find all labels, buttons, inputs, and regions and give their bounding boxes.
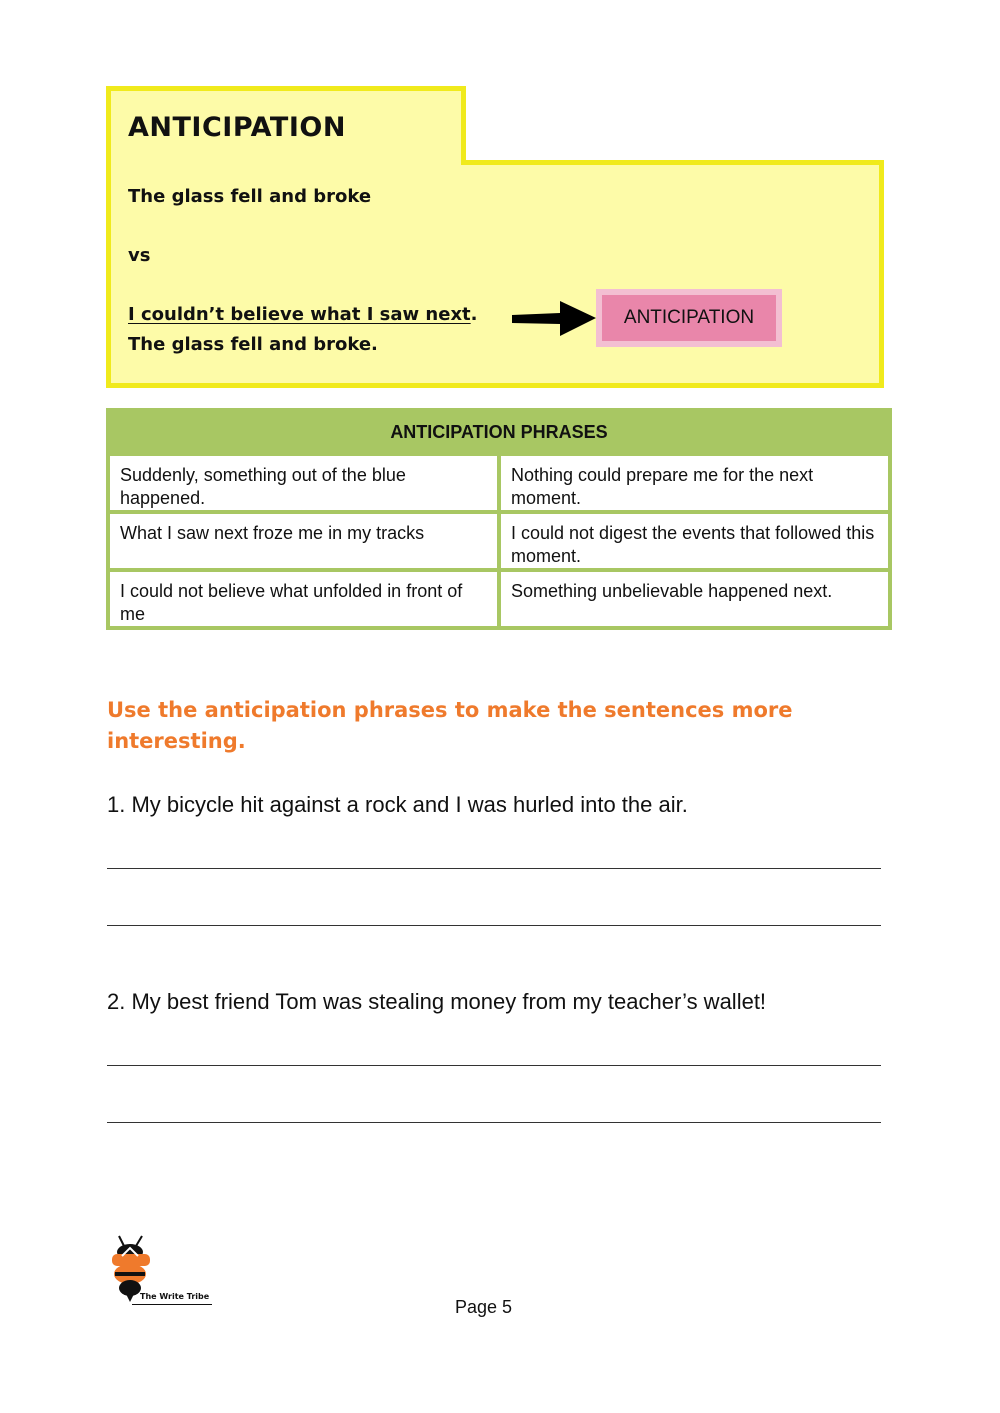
answer-line[interactable] [107, 1122, 881, 1123]
question-1: 1. My bicycle hit against a rock and I was hurled into the air. [107, 792, 688, 817]
table-row [108, 454, 890, 512]
versus-label: vs [128, 245, 151, 266]
phrases-table [106, 408, 892, 630]
anticipation-sentence: I couldn’t believe what I saw next [128, 304, 471, 325]
example-line-result: The glass fell and broke. [128, 334, 378, 355]
example-line-anticipation [128, 304, 478, 325]
tab-joint [111, 155, 461, 167]
question-2: 2. My best friend Tom was stealing money from my teacher’s wallet! [107, 989, 767, 1014]
table-cell: I could not believe what unfolded in front of me [108, 570, 499, 628]
logo-underline [132, 1304, 212, 1305]
table-row [108, 512, 890, 570]
table-cell: I could not digest the events that followed this moment. [499, 512, 890, 570]
table-header: ANTICIPATION PHRASES [108, 410, 890, 454]
anticipation-label-box [596, 289, 782, 347]
right-arrow-icon [510, 300, 600, 338]
table-cell: Nothing could prepare me for the next moment. [499, 454, 890, 512]
answer-line[interactable] [107, 1065, 881, 1066]
table-row [108, 570, 890, 628]
anticipation-label: ANTICIPATION [602, 295, 776, 341]
logo-wordmark: The Write Tribe [140, 1292, 210, 1301]
table-header-row [108, 410, 890, 454]
table-cell: What I saw next froze me in my tracks [108, 512, 499, 570]
example-line-plain: The glass fell and broke [128, 186, 372, 207]
answer-line[interactable] [107, 925, 881, 926]
table-cell: Something unbelievable happened next. [499, 570, 890, 628]
page-number: Page 5 [455, 1297, 513, 1317]
box-title: ANTICIPATION [128, 112, 346, 143]
table-cell: Suddenly, something out of the blue happened. [108, 454, 499, 512]
instructions-heading: Use the anticipation phrases to make the sentences more interesting. [107, 698, 793, 753]
answer-line[interactable] [107, 868, 881, 869]
sentence-period: . [470, 304, 478, 325]
